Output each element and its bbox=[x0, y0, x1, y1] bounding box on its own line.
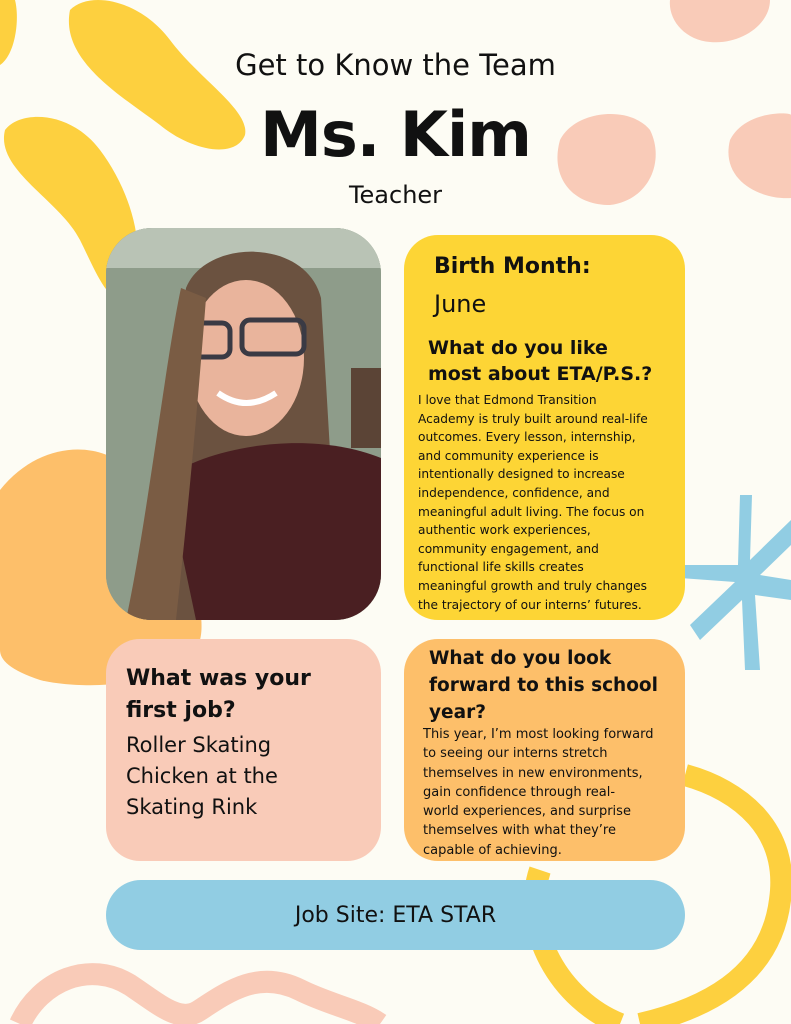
answer-line: Chicken at the bbox=[126, 764, 278, 788]
question-line: What do you look bbox=[429, 648, 612, 669]
first-job-answer bbox=[126, 730, 278, 823]
question-line: forward to this school bbox=[429, 675, 658, 696]
question-line: What was your bbox=[126, 666, 311, 691]
answer-line: to seeing our interns stretch bbox=[423, 746, 608, 762]
answer-line: the trajectory of our interns’ futures. bbox=[418, 597, 642, 612]
answer-line: meaningful adult living. The focus on bbox=[418, 504, 645, 519]
answer-line: themselves in new environments, bbox=[423, 765, 643, 781]
answer-line: world experiences, and surprise bbox=[423, 804, 631, 820]
look-forward-question bbox=[429, 645, 658, 726]
answer-line: gain confidence through real- bbox=[423, 784, 616, 800]
birth-month-label: Birth Month: bbox=[434, 254, 591, 279]
answer-line: meaningful growth and truly changes bbox=[418, 578, 647, 593]
answer-line: community engagement, and bbox=[418, 541, 599, 556]
like-most-answer bbox=[418, 391, 648, 614]
answer-line: intentionally designed to increase bbox=[418, 467, 625, 482]
answer-line: outcomes. Every lesson, internship, bbox=[418, 430, 636, 445]
answer-line: independence, confidence, and bbox=[418, 485, 610, 500]
answer-line: capable of achieving. bbox=[423, 842, 562, 858]
answer-line: I love that Edmond Transition bbox=[418, 393, 597, 407]
answer-line: Academy is truly built around real-life bbox=[418, 411, 648, 426]
answer-line: Skating Rink bbox=[126, 795, 258, 819]
question-line: first job? bbox=[126, 698, 236, 723]
blue-star bbox=[680, 495, 791, 670]
like-most-question bbox=[428, 335, 652, 387]
answer-line: themselves with what they’re bbox=[423, 823, 616, 839]
first-job-question bbox=[126, 663, 311, 727]
role-label: Teacher bbox=[348, 181, 443, 209]
birth-month-value: June bbox=[434, 290, 487, 318]
answer-line: authentic work experiences, bbox=[418, 523, 591, 538]
look-forward-card bbox=[404, 639, 685, 861]
answer-line: and community experience is bbox=[418, 448, 599, 463]
first-job-card bbox=[106, 639, 381, 861]
look-forward-answer bbox=[423, 725, 653, 860]
page-title: Ms. Kim bbox=[260, 98, 531, 171]
peach-blob-3 bbox=[670, 0, 770, 42]
answer-line: This year, I’m most looking forward bbox=[423, 727, 654, 742]
portrait-illustration bbox=[106, 228, 381, 620]
answer-line: Roller Skating bbox=[126, 733, 272, 757]
about-card bbox=[404, 235, 685, 620]
peach-squiggle bbox=[20, 974, 380, 1024]
question-line: most about ETA/P.S.? bbox=[428, 363, 653, 385]
job-site-banner: Job Site: ETA STAR bbox=[106, 880, 685, 950]
answer-line: functional life skills creates bbox=[418, 560, 584, 575]
page-subtitle: Get to Know the Team bbox=[235, 48, 556, 82]
question-line: year? bbox=[429, 702, 486, 723]
portrait-photo bbox=[106, 228, 381, 620]
question-line: What do you like bbox=[428, 337, 608, 359]
